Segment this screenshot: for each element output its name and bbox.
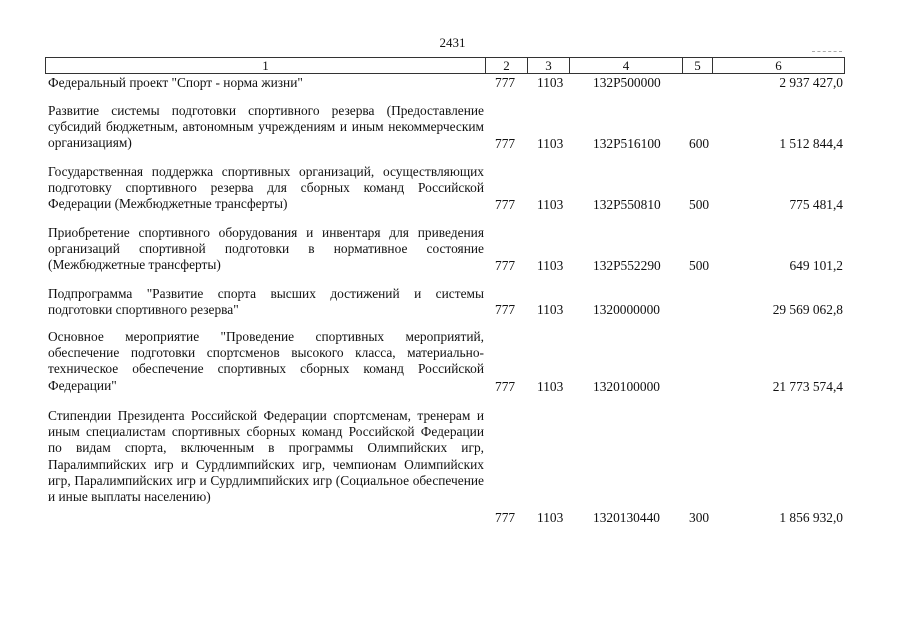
- row-col-6: 2 937 427,0: [779, 75, 843, 90]
- row-col-3: 1103: [537, 136, 564, 151]
- row-col-3: 1103: [537, 379, 564, 394]
- row-col-2: 777: [495, 136, 516, 151]
- scan-mark: [812, 51, 842, 52]
- row-description: Федеральный проект "Спорт - норма жизни": [48, 75, 303, 90]
- header-col-6: 6: [712, 58, 845, 73]
- header-col-3: 3: [527, 58, 569, 73]
- row-col-3: 1103: [537, 302, 564, 317]
- row-col-4: 132P516100: [593, 136, 661, 151]
- row-col-4: 132P550810: [593, 197, 661, 212]
- row-description: Подпрограмма "Развитие спорта высших достижений и системы подготовки спортивного резерва": [48, 286, 484, 318]
- row-col-3: 1103: [537, 258, 564, 273]
- row-col-6: 1 512 844,4: [779, 136, 843, 151]
- row-col-2: 777: [495, 258, 516, 273]
- table-header: [45, 57, 845, 74]
- row-col-6: 21 773 574,4: [772, 379, 843, 394]
- row-col-4: 1320000000: [593, 302, 660, 317]
- row-description: Стипендии Президента Российской Федерации спортсменам, тренерам и иным специалистам спортивных сборных команд Российской Федерации по видам спорта, включенным в программы Олимпийских игр, Паралимпийских игр и Сурдлимпийских игр, чемпионам Олимпийских игр, Паралимпийских игр и Сурдлимпийских игр (Социальное обеспечение и иные выплаты населению): [48, 408, 484, 505]
- row-col-6: 775 481,4: [789, 197, 843, 212]
- row-col-5: 300: [689, 510, 710, 525]
- row-description: Развитие системы подготовки спортивного резерва (Предоставление субсидий бюджетным, автономным учреждениям и иным некоммерческим организациям): [48, 103, 484, 151]
- row-col-6: 29 569 062,8: [772, 302, 843, 317]
- header-col-5: 5: [682, 58, 712, 73]
- page-number: 2431: [439, 35, 466, 50]
- row-description: Государственная поддержка спортивных организаций, осуществляющих подготовку спортивного резерва для сборных команд Российской Федерации (Межбюджетные трансферты): [48, 164, 484, 212]
- row-col-5: 500: [689, 197, 710, 212]
- row-col-6: 649 101,2: [789, 258, 843, 273]
- row-col-2: 777: [495, 510, 516, 525]
- row-description: Основное мероприятие "Проведение спортивных мероприятий, обеспечение подготовки спортсменов высокого класса, материально-техническое обеспечение спортивных сборных команд Российской Федерации": [48, 329, 484, 393]
- row-col-4: 1320130440: [593, 510, 660, 525]
- row-col-2: 777: [495, 379, 516, 394]
- header-col-1: 1: [45, 58, 485, 73]
- row-col-3: 1103: [537, 197, 564, 212]
- row-description: Приобретение спортивного оборудования и инвентаря для приведения организаций спортивной подготовки в нормативное состояние (Межбюджетные трансферты): [48, 225, 484, 273]
- row-col-5: 500: [689, 258, 710, 273]
- header-col-2: 2: [485, 58, 527, 73]
- row-col-4: 132P552290: [593, 258, 661, 273]
- row-col-2: 777: [495, 75, 516, 90]
- row-col-3: 1103: [537, 510, 564, 525]
- row-col-3: 1103: [537, 75, 564, 90]
- row-col-6: 1 856 932,0: [779, 510, 843, 525]
- row-col-4: 1320100000: [593, 379, 660, 394]
- row-col-5: 600: [689, 136, 710, 151]
- row-col-2: 777: [495, 197, 516, 212]
- row-col-2: 777: [495, 302, 516, 317]
- header-col-4: 4: [569, 58, 682, 73]
- row-col-4: 132P500000: [593, 75, 661, 90]
